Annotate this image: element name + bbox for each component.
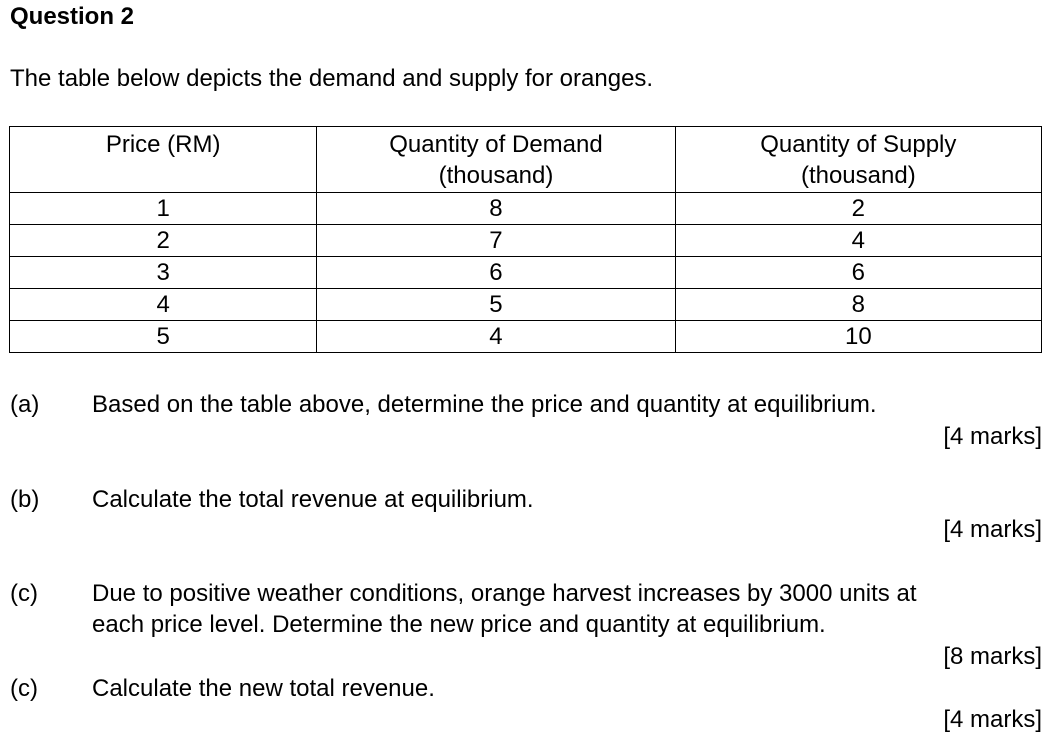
table-header-row	[10, 127, 1042, 193]
header-supply-line-2: (thousand)	[800, 162, 916, 189]
marks-label: [4 marks]	[943, 706, 1042, 733]
part-text-line: Calculate the new total revenue.	[92, 675, 435, 702]
part-text-line: each price level. Determine the new price and quantity at equilibrium.	[92, 611, 826, 638]
header-demand-line-1: Quantity of Demand	[389, 131, 603, 158]
cell-price: 3	[10, 257, 317, 289]
part-text-line: Based on the table above, determine the price and quantity at equilibrium.	[92, 391, 877, 418]
cell-demand: 4	[317, 321, 675, 353]
part-text	[92, 673, 1047, 704]
marks-label: [8 marks]	[943, 643, 1042, 670]
table-row	[10, 321, 1042, 353]
part-text	[92, 578, 1047, 640]
cell-price: 4	[10, 289, 317, 321]
cell-supply: 8	[675, 289, 1041, 321]
header-price-line-1: Price (RM)	[105, 131, 221, 158]
part-label: (a)	[10, 391, 40, 418]
marks-label: [4 marks]	[943, 423, 1042, 450]
part-text	[92, 484, 1047, 515]
part-text-line: Due to positive weather conditions, orange harvest increases by 3000 units at	[92, 580, 917, 607]
part-label: (b)	[10, 486, 40, 513]
cell-demand: 5	[317, 289, 675, 321]
table-row	[10, 225, 1042, 257]
header-demand-line-2: (thousand)	[438, 162, 554, 189]
table-row	[10, 289, 1042, 321]
part-text-line: Calculate the total revenue at equilibrium.	[92, 486, 534, 513]
question-heading: Question 2	[10, 3, 135, 30]
header-supply-line-1: Quantity of Supply	[760, 131, 957, 158]
header-quantity-demand	[317, 127, 675, 193]
cell-demand: 7	[317, 225, 675, 257]
cell-supply: 6	[675, 257, 1041, 289]
cell-price: 1	[10, 193, 317, 225]
intro-text: The table below depicts the demand and supply for oranges.	[10, 65, 654, 92]
marks-label: [4 marks]	[943, 516, 1042, 543]
table-row	[10, 193, 1042, 225]
header-price	[10, 127, 317, 193]
cell-demand: 6	[317, 257, 675, 289]
part-label: (c)	[10, 580, 38, 607]
cell-supply: 2	[675, 193, 1041, 225]
header-quantity-supply	[675, 127, 1041, 193]
table-row	[10, 257, 1042, 289]
part-label: (c)	[10, 675, 38, 702]
cell-price: 5	[10, 321, 317, 353]
cell-demand: 8	[317, 193, 675, 225]
cell-supply: 10	[675, 321, 1041, 353]
part-text	[92, 389, 1047, 420]
cell-price: 2	[10, 225, 317, 257]
cell-supply: 4	[675, 225, 1041, 257]
demand-supply-table	[9, 126, 1042, 353]
